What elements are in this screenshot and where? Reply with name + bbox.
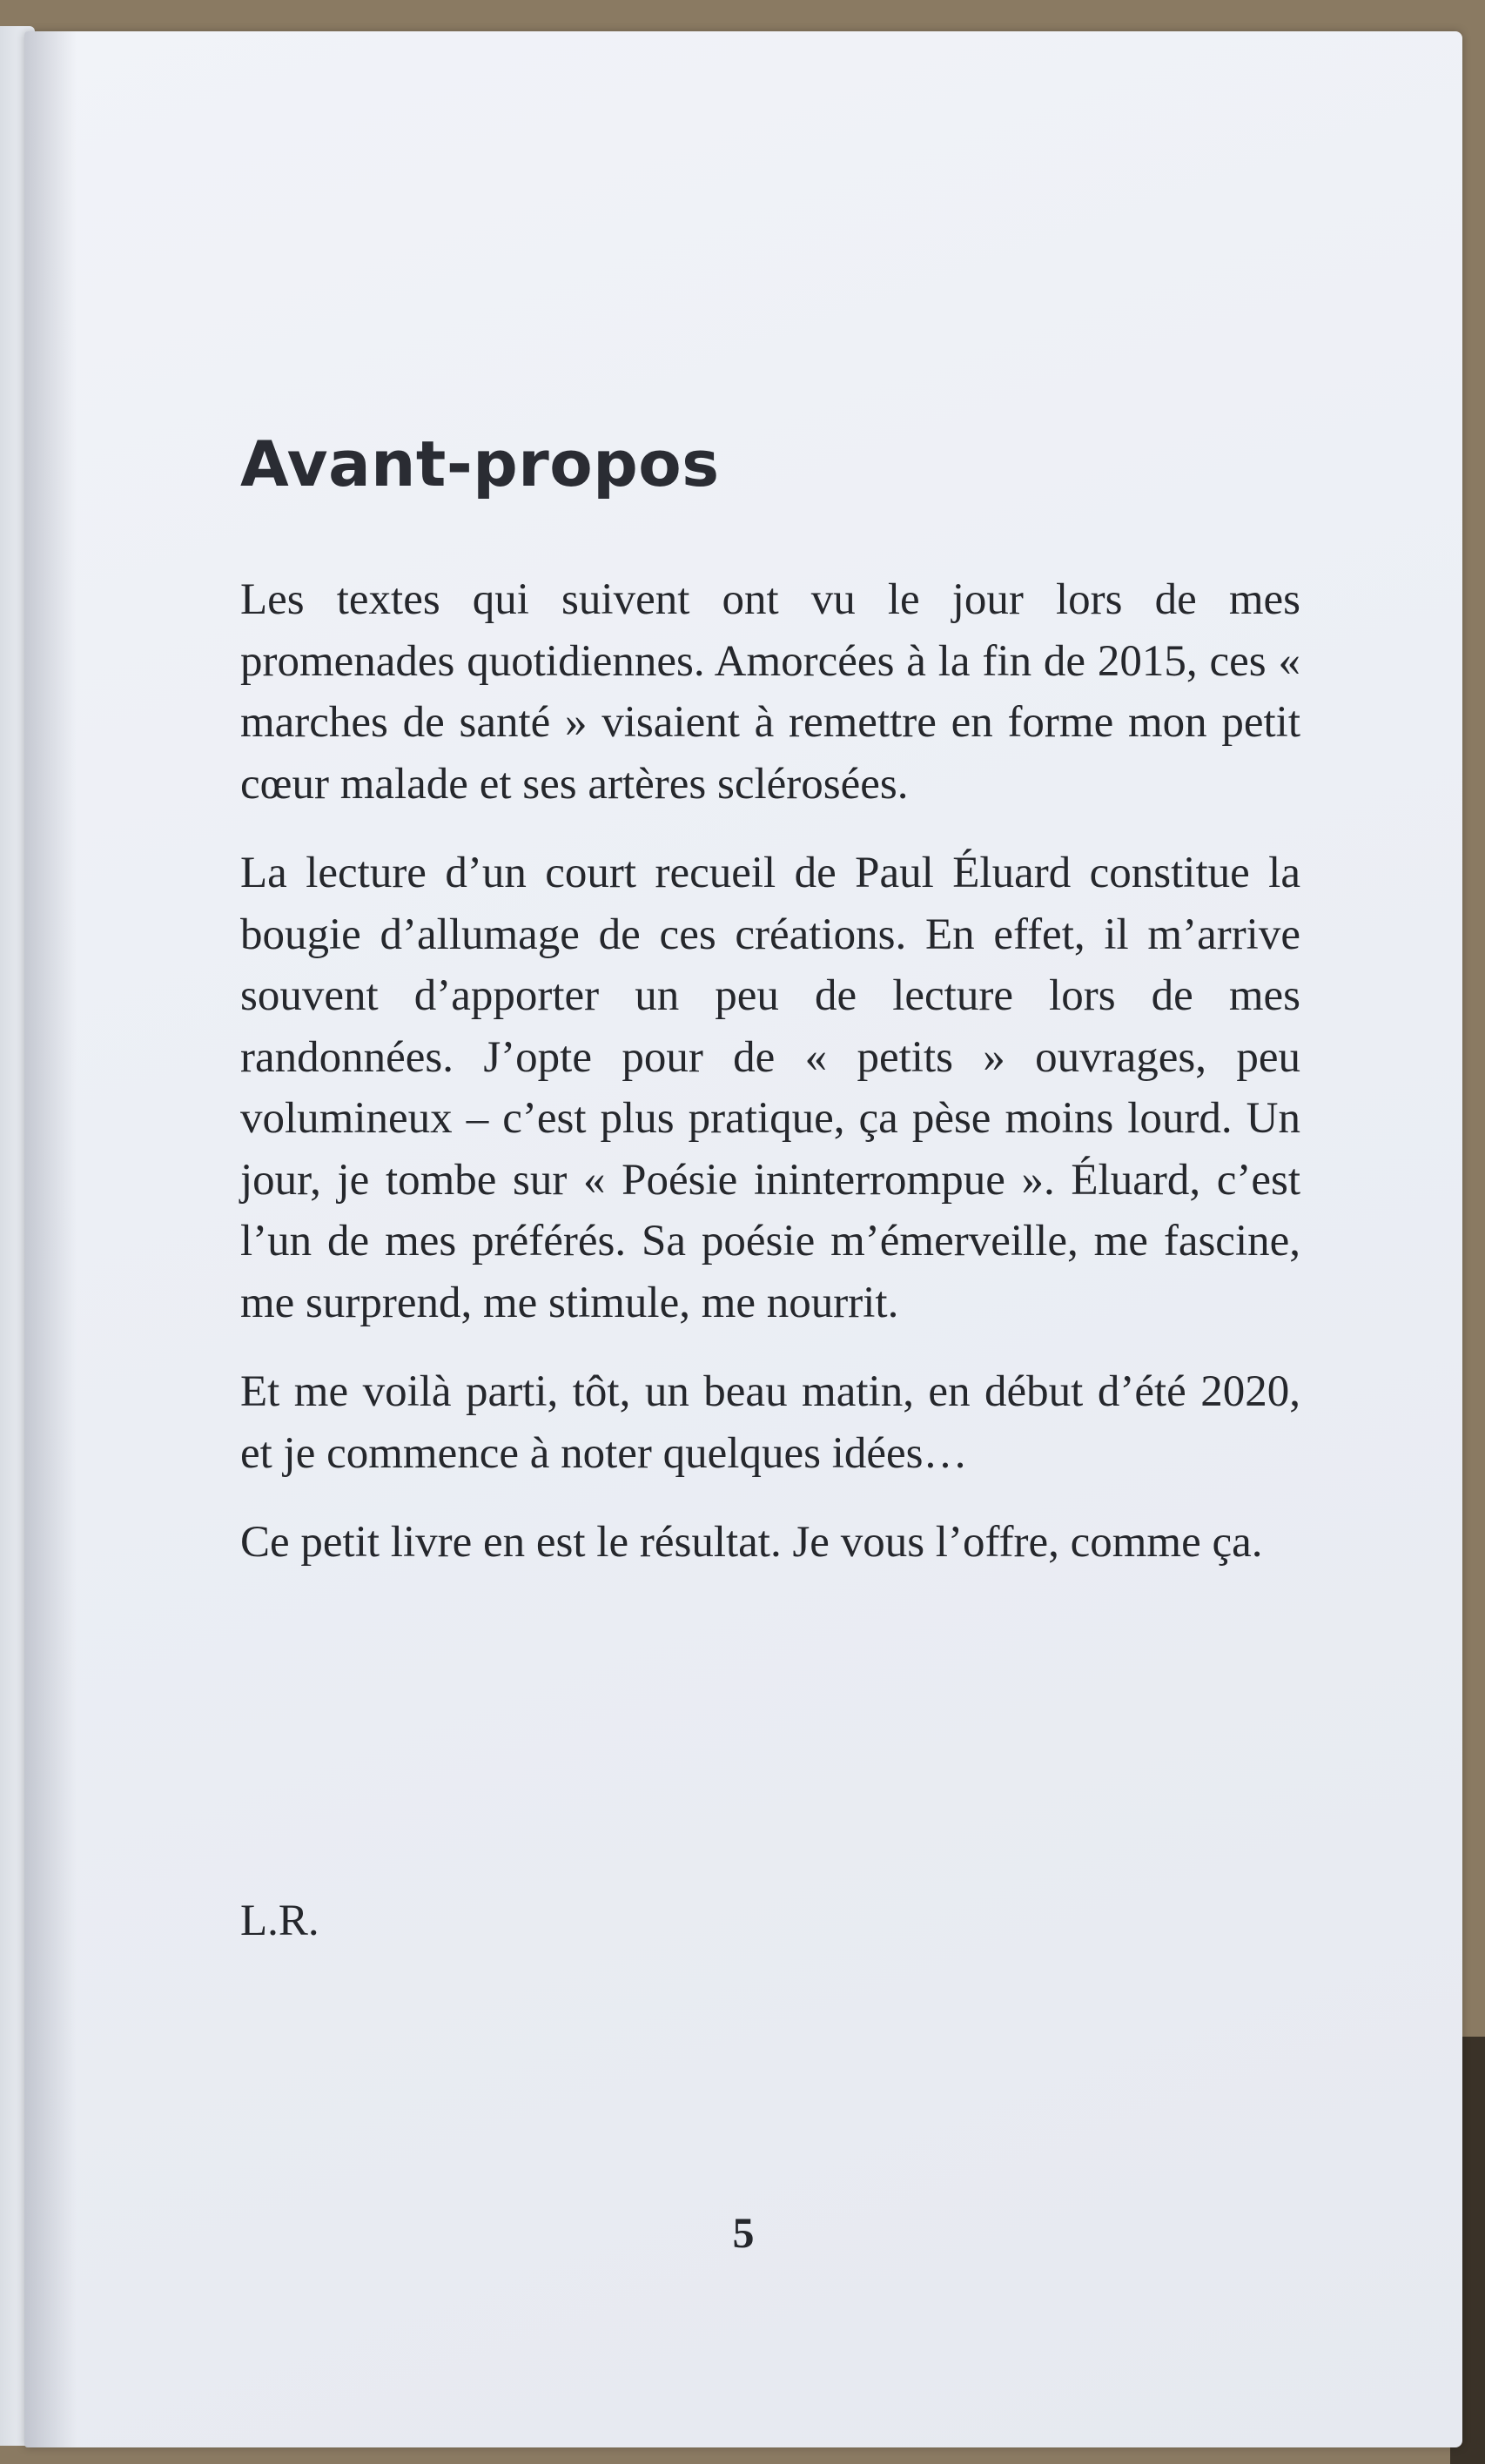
gutter-shadow (24, 31, 77, 2447)
book-page (24, 31, 1462, 2447)
page-number (24, 2207, 1462, 2258)
paragraph-4: Ce petit livre en est le résultat. Je vous l’offre, comme ça. (240, 1518, 1263, 1567)
page-number-value: 5 (732, 2208, 755, 2257)
paragraph-3: Et me voilà parti, tôt, un beau matin, en début d’été 2020, et je commence à noter quelques idées… (240, 1367, 1300, 1478)
paragraph-1: Les textes qui suivent ont vu le jour lors de mes promenades quotidiennes. Amorcées à la fin de 2015, ces « marches de santé » visaient à remettre en forme mon petit cœur malade et ses artères sclérosées. (240, 575, 1300, 809)
foreword-body (240, 569, 1300, 1601)
paragraph-2: La lecture d’un court recueil de Paul Éluard constitue la bougie d’allumage de ces créations. En effet, il m’arrive souvent d’apporter un peu de lecture lors de mes randonnées. J’opte pour de « petits » ouvrages, peu volumineux – c’est plus pratique, ça pèse moins lourd. Un jour, je tombe sur « Poésie ininterrompue ». Éluard, c’est l’un de mes préférés. Sa poésie m’émerveille, me fascine, me surprend, me stimule, me nourrit. (240, 849, 1300, 1327)
author-signature: L.R. (240, 1897, 319, 1945)
page-title: Avant-propos (240, 427, 720, 500)
